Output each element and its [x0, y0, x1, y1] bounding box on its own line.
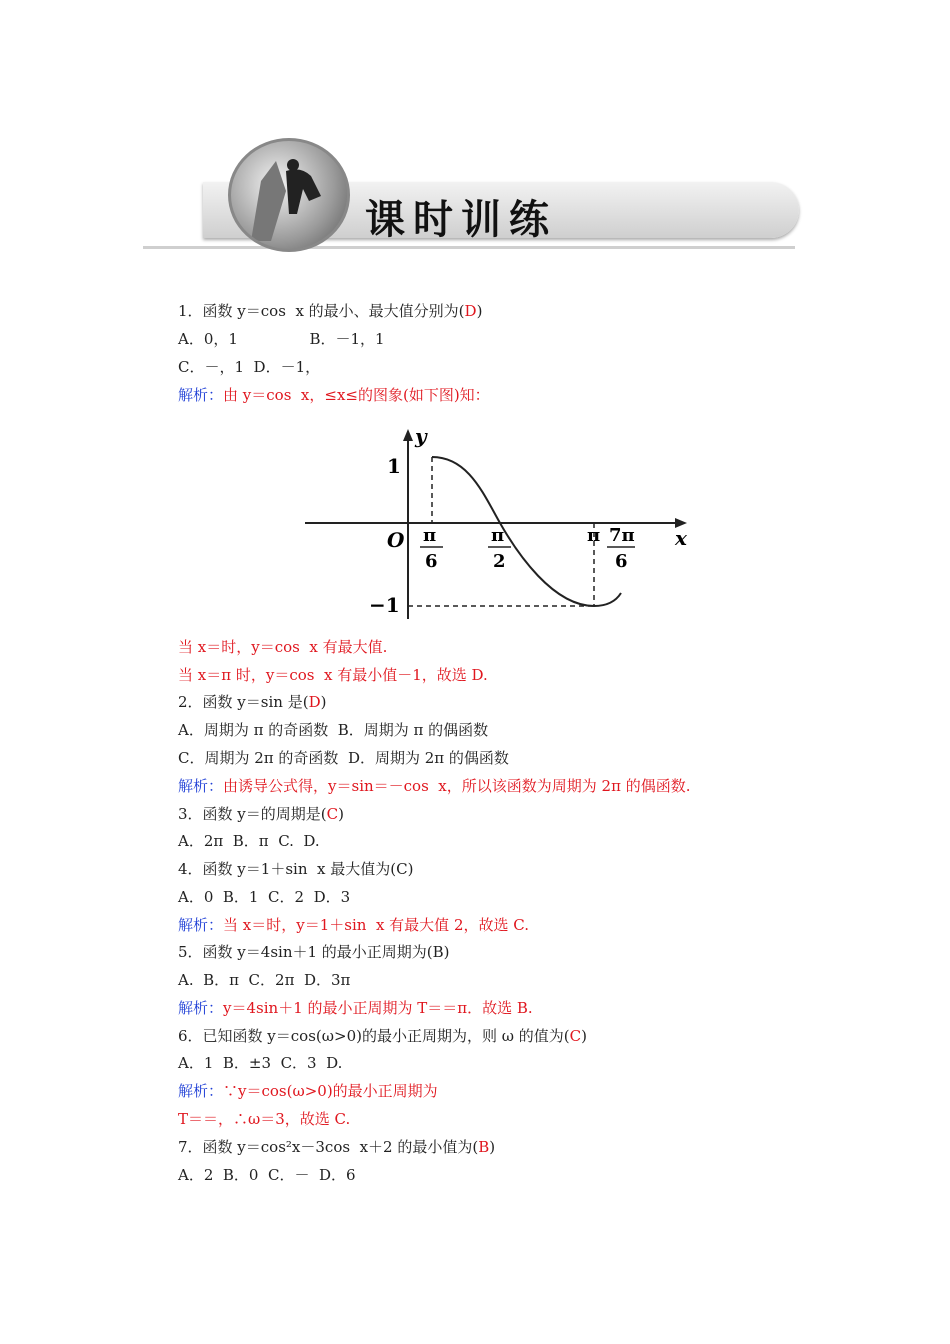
question-text: ) [476, 302, 483, 320]
question-text: C．周期为 2π 的奇函数 D．周期为 2π 的偶函数 [178, 749, 509, 767]
cosine-graph [303, 423, 695, 623]
question-text: ) [320, 693, 327, 711]
text-line [178, 637, 387, 657]
question-text: A．0，1 B．－1，1 [178, 330, 385, 348]
text-line [178, 831, 320, 851]
text-line [178, 915, 529, 935]
question-text: ) [338, 805, 344, 823]
question-text: 7．函数 y＝cos²x－3cos x＋2 的最小值为( [178, 1138, 479, 1156]
text-line [178, 1165, 356, 1185]
answer-text: C [326, 805, 339, 823]
text-line [178, 1053, 342, 1073]
text-line [178, 665, 488, 685]
question-text: 4．函数 y＝1＋sin x 最大值为(C) [178, 860, 414, 878]
question-text: A．2 B．0 C．－ D．6 [178, 1166, 356, 1184]
text-line [178, 748, 509, 768]
tick-7pi6-den: 6 [615, 551, 628, 572]
analysis-label: 解析： [178, 777, 224, 795]
question-text: A．0 B．1 C．2 D．3 [178, 888, 351, 906]
text-line [178, 1026, 587, 1046]
text-line [178, 887, 350, 907]
y-max-label: 1 [387, 454, 401, 478]
answer-text: B [478, 1138, 490, 1156]
tick-pi: π [587, 525, 601, 546]
analysis-label: 解析： [178, 916, 224, 934]
text-line [178, 998, 533, 1018]
text-line [178, 776, 690, 796]
banner-divider [143, 246, 795, 249]
question-text: A．1 B．±3 C．3 D. [178, 1054, 343, 1072]
answer-text: 当 x＝时，y＝1＋sin x 有最大值 2，故选 C. [223, 916, 529, 934]
text-line [178, 859, 413, 879]
tick-pi6-num: π [423, 525, 437, 546]
analysis-label: 解析： [178, 386, 224, 404]
y-axis-label: y [415, 424, 427, 448]
text-line [178, 692, 326, 712]
answer-text: C [569, 1027, 582, 1045]
tick-pi2-den: 2 [493, 551, 506, 572]
analysis-label: 解析： [178, 999, 224, 1017]
x-axis-label: x [675, 526, 687, 550]
answer-text: T＝＝，∴ω＝3，故选 C. [178, 1110, 351, 1128]
question-text: 1．函数 y＝cos x 的最小、最大值分别为( [178, 302, 465, 320]
answer-text: 当 x＝π 时，y＝cos x 有最小值－1，故选 D. [178, 666, 488, 684]
text-line [178, 1081, 438, 1101]
question-text: C．－，1 D．－1， [178, 358, 321, 376]
question-text: 2．函数 y＝sin 是( [178, 693, 309, 711]
text-line [178, 942, 450, 962]
text-line [178, 970, 350, 990]
text-line [178, 720, 488, 740]
text-line [178, 329, 385, 349]
tick-7pi6-num: 7π [609, 525, 635, 546]
question-text: 5．函数 y＝4sin＋1 的最小正周期为(B) [178, 943, 450, 961]
answer-text: D [308, 693, 321, 711]
text-line [178, 804, 344, 824]
analysis-label: 解析： [178, 1082, 224, 1100]
origin-label: O [387, 528, 405, 552]
y-min-label: −1 [369, 593, 400, 617]
answer-text: y＝4sin＋1 的最小正周期为 T＝＝π．故选 B. [223, 999, 533, 1017]
tick-pi2-num: π [491, 525, 505, 546]
climber-logo [228, 138, 350, 252]
answer-text: ∵y＝cos(ω>0)的最小正周期为 [223, 1082, 438, 1100]
question-text: ) [581, 1027, 587, 1045]
text-line [178, 1109, 350, 1129]
text-line [178, 301, 482, 321]
text-line [178, 385, 490, 405]
banner-title: 课时训练 [365, 196, 557, 243]
question-text: 6．已知函数 y＝cos(ω>0)的最小正周期为，则 ω 的值为( [178, 1027, 570, 1045]
question-text: 3．函数 y＝的周期是( [178, 805, 327, 823]
answer-text: D [464, 302, 477, 320]
text-line [178, 357, 320, 377]
question-text: ) [489, 1138, 496, 1156]
answer-text: 由 y＝cos x，≤x≤的图象(如下图)知： [223, 386, 490, 404]
text-line [178, 1137, 495, 1157]
answer-text: 当 x＝时，y＝cos x 有最大值. [178, 638, 388, 656]
tick-pi6-den: 6 [425, 551, 438, 572]
question-text: A．2π B．π C. D. [178, 832, 320, 850]
question-text: A. B．π C．2π D．3π [178, 971, 351, 989]
answer-text: 由诱导公式得，y＝sin＝－cos x，所以该函数为周期为 2π 的偶函数. [223, 777, 691, 795]
question-text: A．周期为 π 的奇函数 B．周期为 π 的偶函数 [178, 721, 489, 739]
section-banner [143, 130, 795, 252]
